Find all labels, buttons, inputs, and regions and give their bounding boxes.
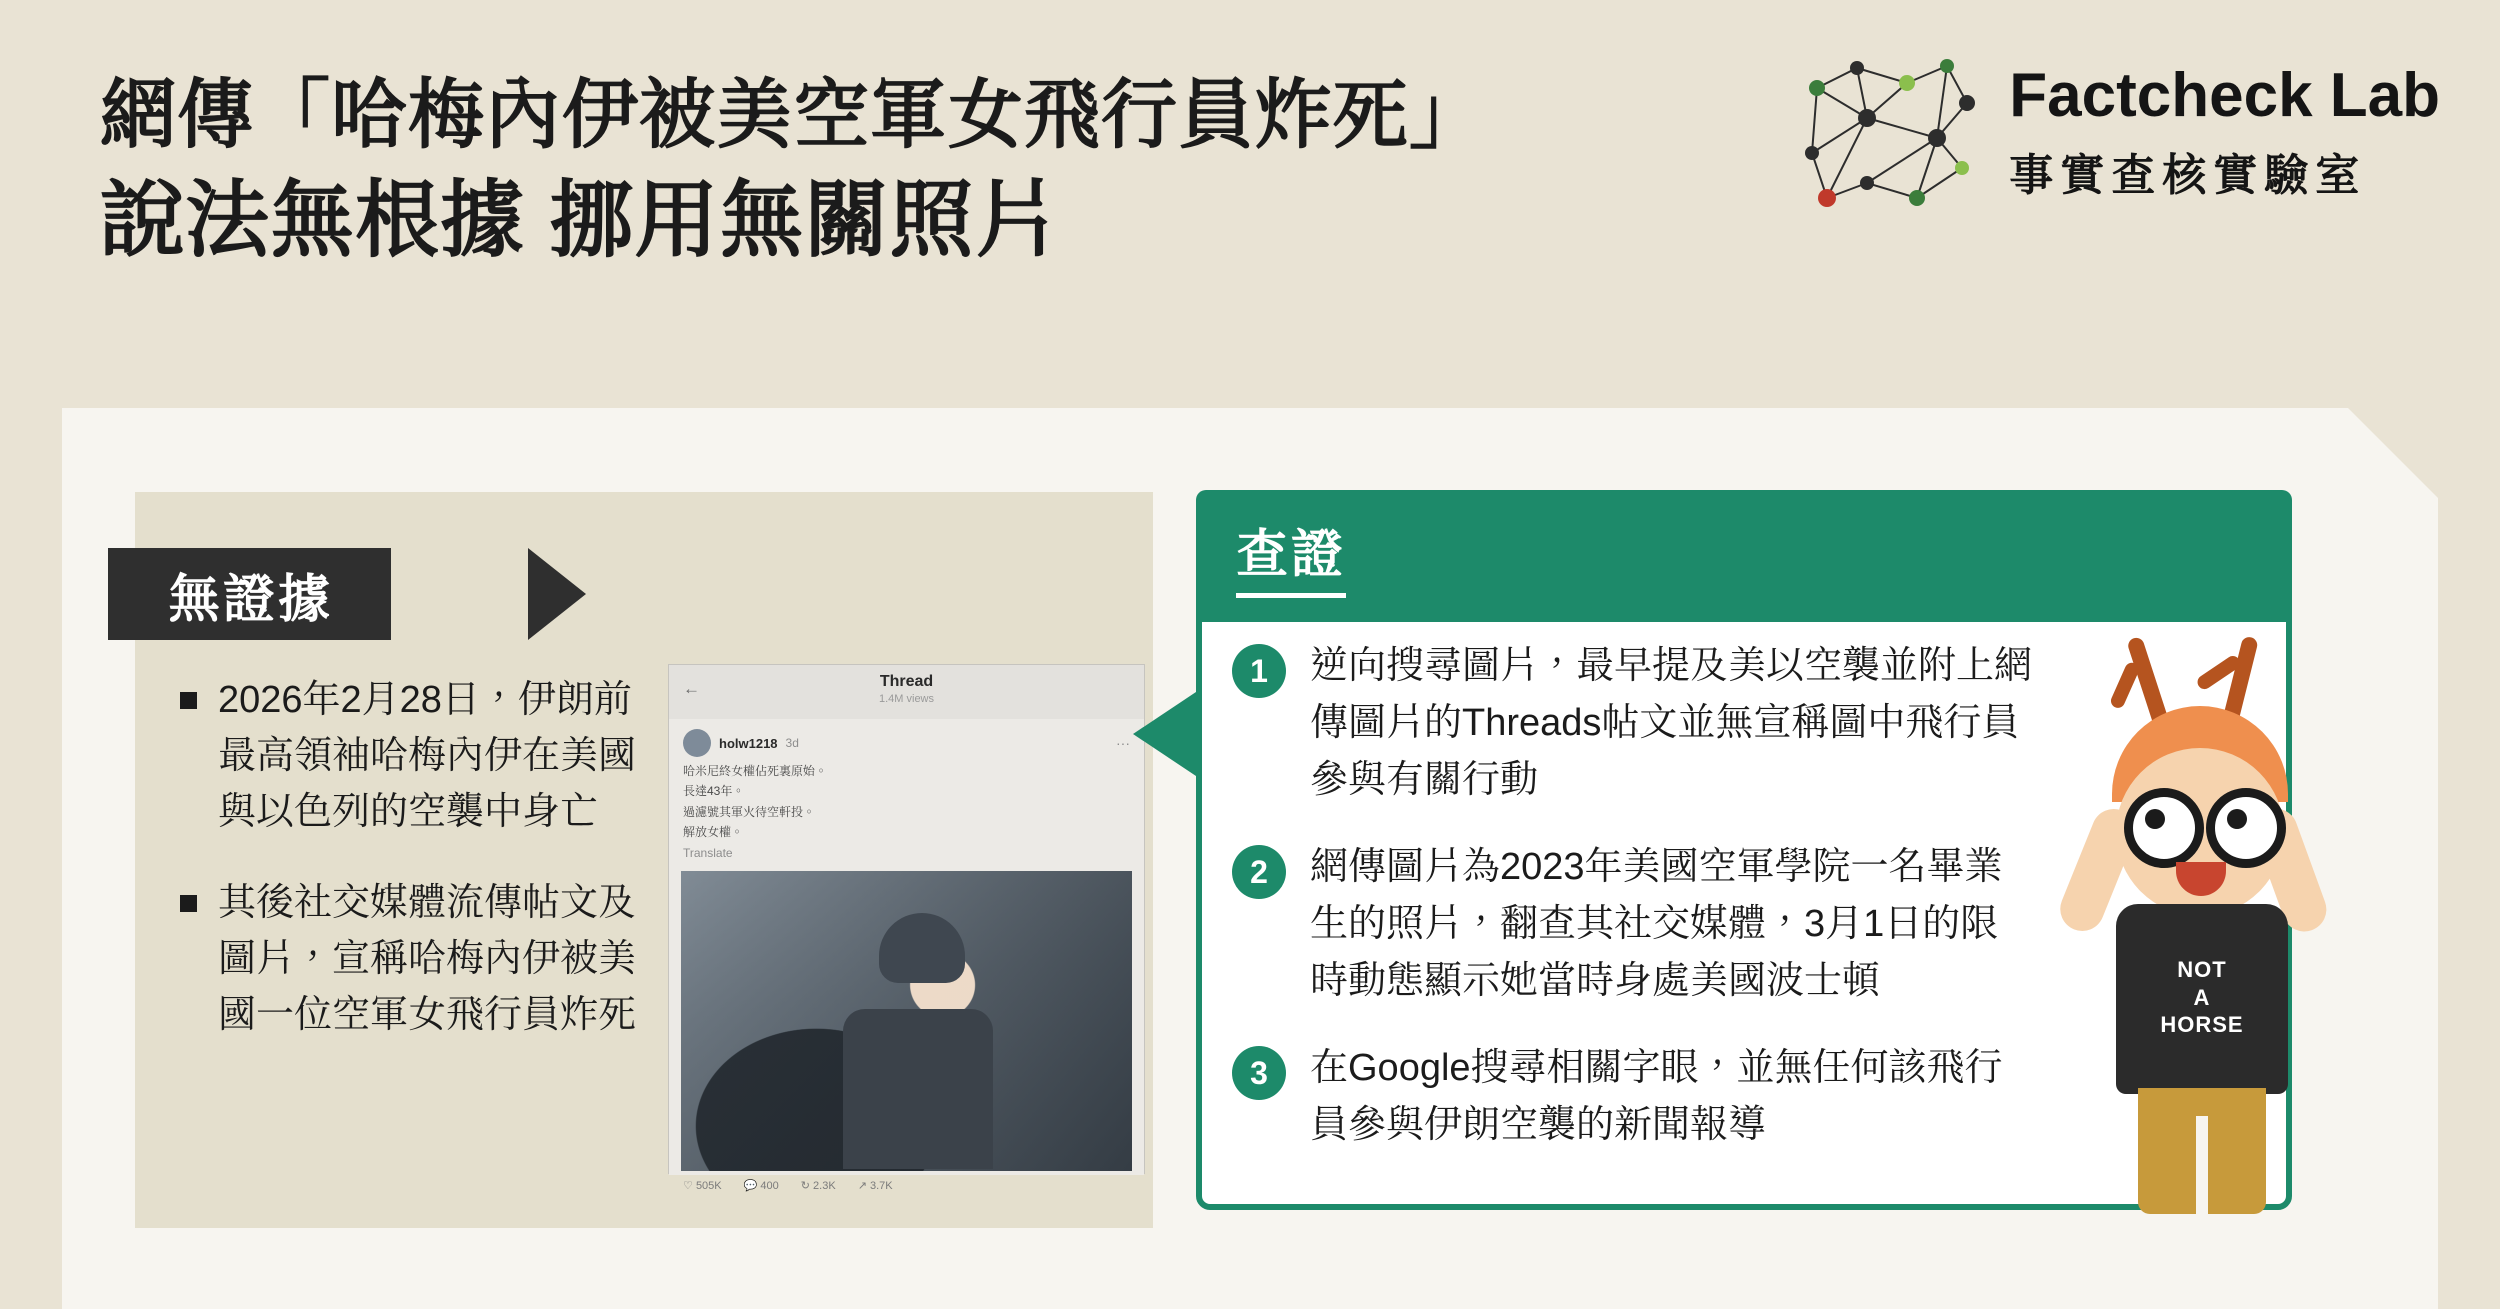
post-text-line-3: 過濾號其軍火待空軒投。 [683, 804, 816, 819]
post-author-row [669, 719, 1144, 761]
list-item: 2026年2月28日，伊朗前最高領袖哈梅內伊在美國與以色列的空襲中身亡 [180, 672, 650, 841]
step-number-badge: 2 [1232, 845, 1286, 899]
step-number-badge: 3 [1232, 1046, 1286, 1100]
social-post-screenshot [668, 664, 1145, 1192]
brand-subtitle: 事實查核實驗室 [2009, 150, 2367, 200]
post-handle: holw1218 [719, 735, 778, 751]
network-graph-icon [1797, 48, 1987, 218]
post-text-line-4: 解放女權。 [683, 825, 744, 840]
comment-count: 400 [760, 1179, 779, 1192]
share-icon: ↗ [857, 1179, 867, 1192]
share-action[interactable] [858, 1179, 893, 1192]
brand-logo [1797, 48, 2440, 218]
pilot-flight-suit [843, 1009, 993, 1169]
repost-icon: ↻ [800, 1179, 810, 1192]
verification-header [1196, 490, 2292, 622]
back-arrow-icon[interactable]: ← [683, 679, 700, 698]
step-text: 在Google搜尋相關字眼，並無任何該飛行員參與伊朗空襲的新聞報導 [1310, 1047, 2003, 1146]
header [0, 0, 2500, 400]
repost-count: 2.3K [813, 1179, 836, 1192]
screenshot-title: Thread [879, 673, 934, 690]
step-text: 逆向搜尋圖片，最早提及美以空襲並附上網傳圖片的Threads帖文並無宣稱圖中飛行員參與有關行動 [1310, 645, 2033, 801]
screenshot-topbar [669, 665, 1144, 719]
mascot-illustration [2020, 636, 2350, 1226]
post-text [669, 761, 1144, 863]
headline-line-1: 網傳「哈梅內伊被美空軍女飛行員炸死」 [100, 73, 1486, 158]
avatar [683, 729, 711, 757]
list-item: 其後社交媒體流傳帖文及圖片，宣稱哈梅內伊被美國一位空軍女飛行員炸死 [180, 875, 650, 1044]
verification-steps [1232, 638, 2032, 1184]
comment-icon: 💬 [743, 1179, 758, 1192]
heart-icon: ♡ [683, 1179, 693, 1192]
repost-action[interactable] [801, 1179, 836, 1192]
list-item [1232, 1040, 2032, 1154]
list-item [1232, 839, 2032, 1010]
shirt-line-2: A [2193, 984, 2211, 1010]
mascot-eye-right [2227, 809, 2247, 829]
post-photo [681, 871, 1132, 1171]
page-title [100, 70, 1800, 271]
brand-title: Factcheck Lab [2009, 61, 2440, 131]
post-text-line-2: 長達43年。 [683, 784, 745, 799]
more-options-icon[interactable]: ··· [1116, 735, 1130, 751]
mascot-shirt-text [2116, 956, 2288, 1039]
claim-list [180, 672, 650, 1077]
mascot-leg-gap [2196, 1116, 2208, 1216]
translate-link[interactable]: Translate [683, 845, 733, 860]
mascot-eye-left [2145, 809, 2165, 829]
like-count: 505K [695, 1179, 722, 1192]
glasses-right-icon [2206, 788, 2286, 868]
like-action[interactable] [683, 1179, 722, 1192]
comment-action[interactable] [744, 1179, 779, 1192]
glasses-left-icon [2124, 788, 2204, 868]
brand-text [2009, 63, 2440, 202]
step-number-badge: 1 [1232, 644, 1286, 698]
headline-line-2: 說法無根據 挪用無關照片 [100, 172, 1060, 267]
post-text-line-1: 哈米尼終女權佔死裏原始。 [683, 764, 828, 778]
screenshot-body [669, 719, 1144, 1192]
list-item [1232, 638, 2032, 809]
status-badge: 無證據 [108, 548, 391, 640]
share-count: 3.7K [869, 1179, 893, 1192]
post-actions [669, 1171, 1144, 1200]
step-text: 網傳圖片為2023年美國空軍學院一名畢業生的照片，翻查其社交媒體，3月1日的限時動態顯示她當時身處美國波士頓 [1310, 846, 2003, 1002]
screenshot-view-count: 1.4M views [878, 693, 935, 705]
verification-title: 查證 [1236, 512, 1346, 598]
shirt-line-3: HORSE [2160, 1012, 2244, 1037]
shirt-line-1: NOT [2177, 957, 2227, 982]
post-timestamp: 3d [785, 736, 799, 750]
badge-arrow-icon [528, 548, 586, 640]
verification-pointer-icon [1133, 690, 1199, 778]
